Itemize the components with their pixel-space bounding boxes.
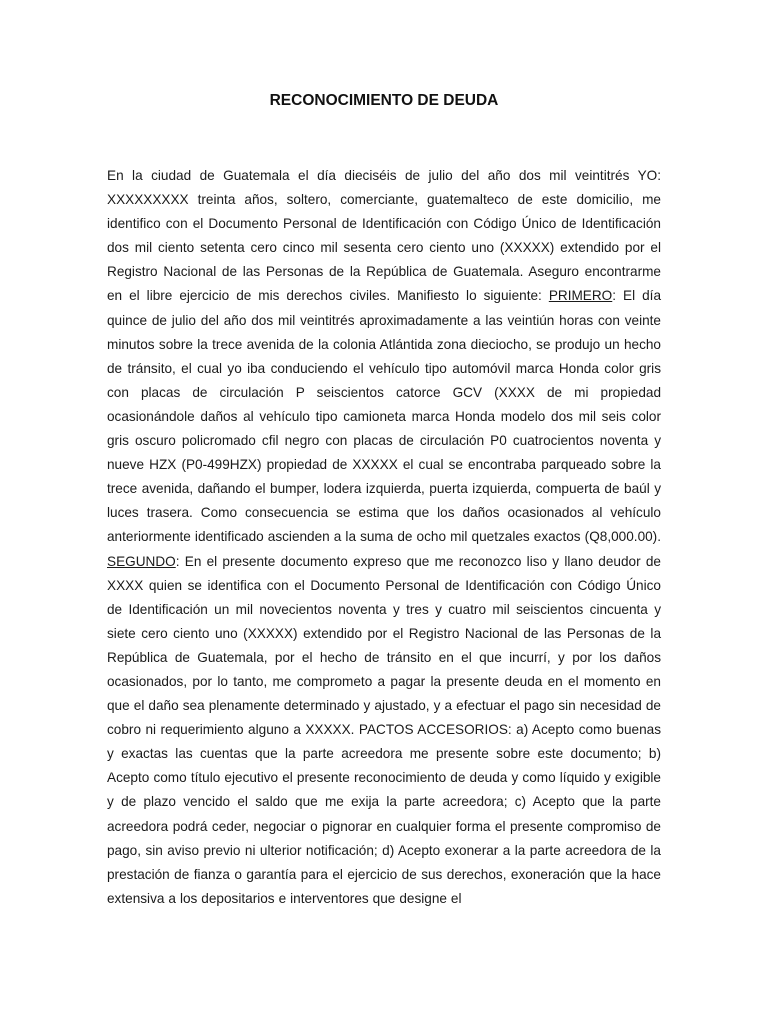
document-title: RECONOCIMIENTO DE DEUDA	[269, 92, 499, 109]
clause-heading-primero: PRIMERO	[548, 288, 613, 304]
body-text-segundo: : En el presente documento expreso que me reconozco liso y llano deudor de XXXX quien se identifica con el Documento Personal de Identificación con Código Único de Identificación un mil novecientos noventa y tres y cuatro mil seiscientos cincuenta y siete cero ciento uno (XXXXX) extendido por el Registro Nacional de las Personas de la República de Guatemala, por el hecho de tránsito en el que incurrí, y por los daños ocasionados, por lo tanto, me comprometo a pagar la presente deuda en el momento en que el daño sea plenamente determinado y ajustado, y a efectuar el pago sin necesidad de cobro ni requerimiento alguno a XXXXX. PACTOS ACCESORIOS: a) Acepto como buenas y exactas las cuentas que la parte acreedora me presente sobre este documento; b) Acepto como título ejecutivo el presente reconocimiento de deuda y como líquido y exigible y de plazo vencido el saldo que me exija la parte acreedora; c) Acepto que la parte acreedora podrá ceder, negociar o pignorar en cualquier forma el presente compromiso de pago, sin aviso previo ni ulterior notificación; d) Acepto exonerar a la parte acreedora de la prestación de fianza o garantía para el ejercicio de sus derechos, exoneración que la hace extensiva a los depositarios e interventores que designe el	[107, 553, 661, 906]
clause-heading-segundo: SEGUNDO	[107, 553, 176, 569]
document-body-paragraph	[107, 164, 661, 911]
body-text-primero: : El día quince de julio del año dos mil veintitrés aproximadamente a las veintiún horas con veinte minutos sobre la trece avenida de la colonia Atlántida zona dieciocho, se produjo un hecho de tránsito, el cual yo iba conduciendo el vehículo tipo automóvil marca Honda color gris con placas de circulación P seiscientos catorce GCV (XXXX de mi propiedad ocasionándole daños al vehículo tipo camioneta marca Honda modelo dos mil seis color gris oscuro policromado cfil negro con placas de circulación P0 cuatrocientos noventa y nueve HZX (P0-499HZX) propiedad de XXXXX el cual se encontraba parqueado sobre la trece avenida, dañando el bumper, lodera izquierda, puerta izquierda, compuerta de baúl y luces trasera. Como consecuencia se estima que los daños ocasionados al vehículo anteriormente identificado ascienden a la suma de ocho mil quetzales exactos (Q8,000.00).	[107, 288, 661, 545]
body-text-intro: En la ciudad de Guatemala el día dieciséis de julio del año dos mil veintitrés YO: XXXXXXXXX treinta años, soltero, comerciante, guatemalteco de este domicilio, me identifico con el Documento Personal de Identificación con Código Único de Identificación dos mil ciento setenta cero cinco mil sesenta cero ciento uno (XXXXX) extendido por el Registro Nacional de las Personas de la República de Guatemala. Aseguro encontrarme en el libre ejercicio de mis derechos civiles. Manifiesto lo siguiente:	[107, 168, 661, 304]
